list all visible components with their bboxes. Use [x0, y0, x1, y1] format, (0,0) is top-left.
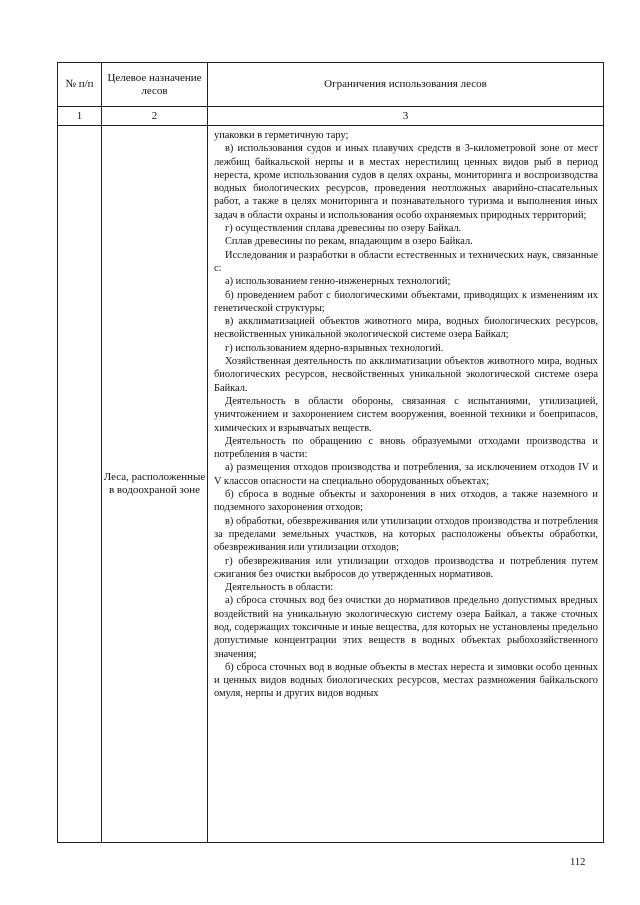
table-header-row [58, 63, 604, 107]
paragraph: Хозяйственная деятельность по акклиматизации объектов животного мира, водных биологических ресурсов, несвойственных уникальной экологической системе озера Байкал. [214, 356, 598, 394]
column-number-2: 2 [102, 107, 208, 126]
paragraph: б) проведением работ с биологическими объектами, приводящих к изменениям их генетической структуры; [214, 289, 598, 314]
table-row [58, 126, 604, 843]
column-number-row [58, 107, 604, 126]
paragraph: а) использованием генно-инженерных технологий; [225, 276, 451, 288]
paragraph: г) использованием ядерно-взрывных технологий. [225, 342, 444, 354]
paragraph: г) обезвреживания или утилизации отходов производства и потребления путем сжигания без очистки выбросов до утвержденных нормативов. [214, 555, 598, 580]
restrictions-table [57, 62, 604, 843]
paragraph: б) сброса сточных вод в водные объекты в местах нереста и зимовки особо ценных и ценных видов водных биологических ресурсов, местах размножения байкальского омуля, нерпы и других видов водных [214, 661, 598, 700]
paragraph: а) размещения отходов производства и потребления, за исключением отходов IV и V классов опасности на специально оборудованных объектах; [214, 462, 598, 487]
paragraph: Деятельность в области: [225, 582, 334, 594]
paragraph: упаковки в герметичную тару; [214, 130, 349, 141]
paragraph: б) сброса в водные объекты и захоронения в них отходов, а также наземного и подземного захоронения отходов; [214, 489, 598, 514]
restrictions-cell [208, 126, 604, 843]
page-number: 112 [570, 857, 586, 868]
header-restrictions: Ограничения использования лесов [208, 63, 604, 107]
header-purpose: Целевое назначение лесов [102, 63, 208, 107]
paragraph: в) акклиматизацией объектов животного мира, водных биологических ресурсов, несвойственных уникальной экологической системе озера Байкал; [214, 316, 598, 341]
row-number-cell [58, 126, 102, 843]
column-number-3: 3 [208, 107, 604, 126]
paragraph: г) осуществления сплава древесины по озеру Байкал. [225, 223, 462, 235]
paragraph: Деятельность по обращению с вновь образуемыми отходами производства и потребления в части: [214, 435, 598, 461]
purpose-cell: Леса, расположенные в водоохраной зоне [102, 126, 208, 843]
paragraph: в) использования судов и иных плавучих средств в 3-километровой зоне от мест лежбищ байкальской нерпы и в местах нерестилищ ценных видов рыб в период нереста, кроме использования судов в целях охраны, мониторинга и воспроизводства водных биологических ресурсов, проведения неотложных аварийно-спасательных работ, а также в целях мониторинга и познавательного туризма и выполнения иных задач в области охраны и использования особо охраняемых природных территорий; [214, 143, 598, 221]
paragraph: в) обработки, обезвреживания или утилизации отходов производства и потребления за пределами земельных участков, на которых расположены объекты обработки, обезвреживания или утилизации отходов; [214, 515, 598, 554]
column-number-1: 1 [58, 107, 102, 126]
paragraph: а) сброса сточных вод без очистки до нормативов предельно допустимых вредных воздействий на уникальную экологическую систему озера Байкал, а также сточных вод, содержащих токсичные и иные вещества, для которых не установлены предельно допустимые концентрации этих веществ в водных объектах рыбохозяйственного значения; [214, 595, 598, 660]
paragraph: Деятельность в области обороны, связанная с испытаниями, утилизацией, уничтожением и захоронением систем вооружения, военной техники и боеприпасов, химических и взрывчатых веществ. [214, 395, 598, 434]
header-number: № п/п [58, 63, 102, 107]
paragraph: Исследования и разработки в области естественных и технических наук, связанные с: [214, 249, 598, 274]
paragraph: Сплав древесины по рекам, впадающим в озеро Байкал. [225, 236, 473, 248]
